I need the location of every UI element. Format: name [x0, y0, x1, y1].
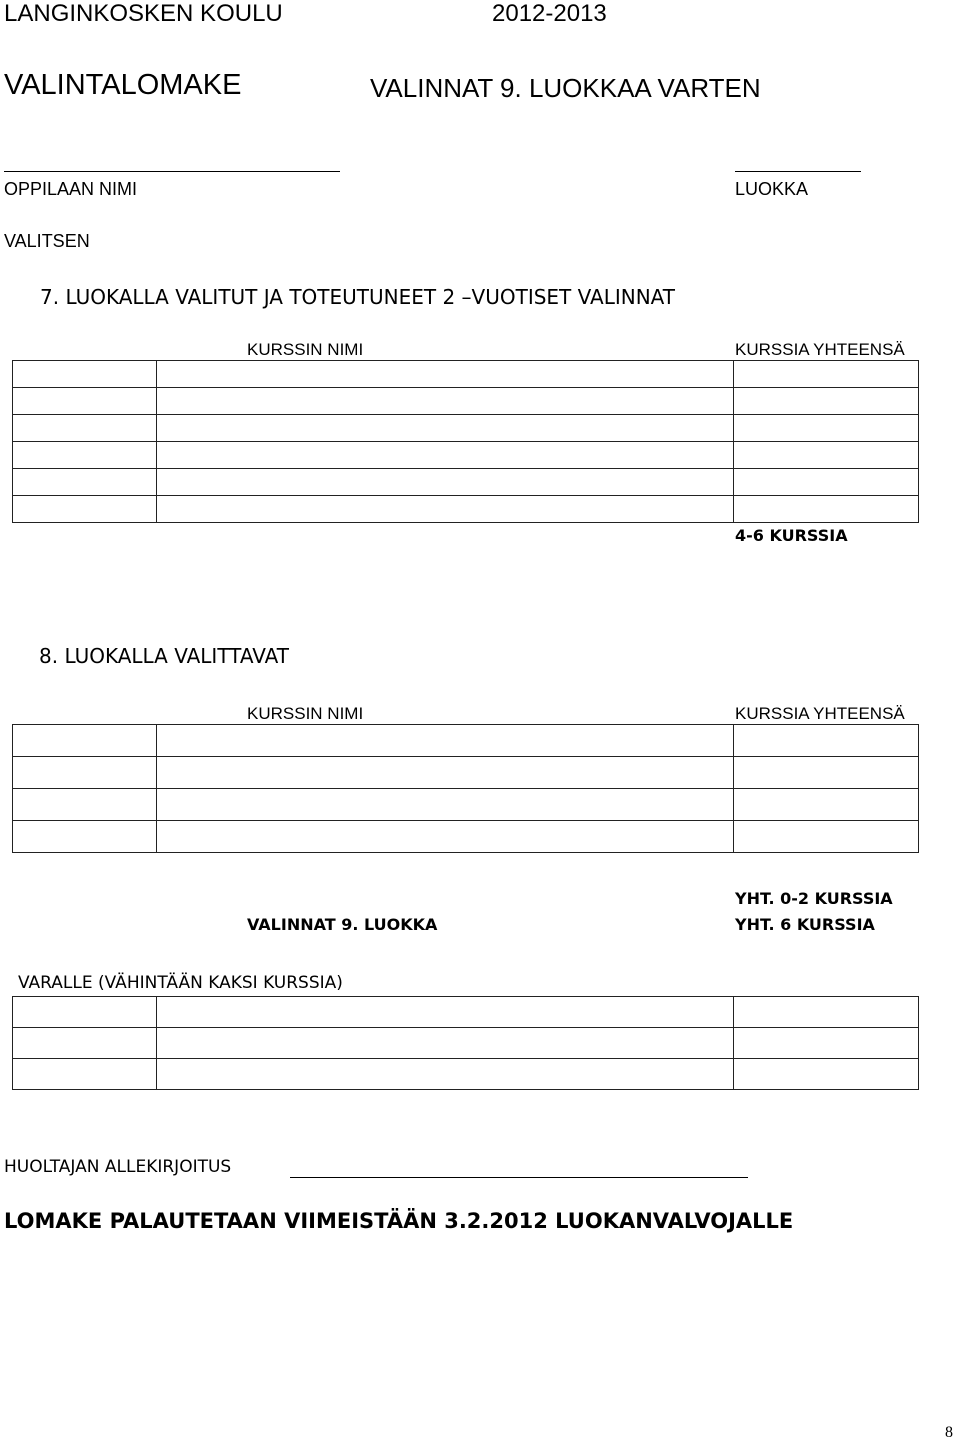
guardian-signature-label: HUOLTAJAN ALLEKIRJOITUS — [4, 1157, 232, 1177]
table-row — [13, 1028, 919, 1059]
table-cell[interactable] — [157, 725, 734, 757]
student-name-field[interactable] — [4, 171, 340, 172]
table-cell[interactable] — [733, 821, 918, 853]
grade-9-total-note: YHT. 6 KURSSIA — [735, 915, 875, 934]
table-cell[interactable] — [733, 1059, 918, 1090]
table-cell[interactable] — [157, 442, 734, 469]
section-8-heading: 8. LUOKALLA VALITTAVAT — [39, 644, 289, 668]
table-cell[interactable] — [157, 789, 734, 821]
table-row — [13, 388, 919, 415]
table-row — [13, 469, 919, 496]
student-name-label: OPPILAAN NIMI — [4, 179, 138, 199]
table-cell[interactable] — [157, 361, 734, 388]
table-cell[interactable] — [13, 821, 157, 853]
section-8-total-header: KURSSIA YHTEENSÄ — [735, 704, 905, 723]
choose-label: VALITSEN — [4, 231, 90, 251]
table-row — [13, 997, 919, 1028]
table-row — [13, 442, 919, 469]
table-cell[interactable] — [733, 757, 918, 789]
table-row — [13, 789, 919, 821]
table-cell[interactable] — [13, 496, 157, 523]
table-row — [13, 415, 919, 442]
section-7-table — [12, 360, 919, 523]
table-cell[interactable] — [13, 388, 157, 415]
reserve-label: VARALLE (VÄHINTÄÄN KAKSI KURSSIA) — [18, 973, 343, 993]
section-7-total-header: KURSSIA YHTEENSÄ — [735, 340, 905, 359]
table-cell[interactable] — [733, 415, 918, 442]
class-field[interactable] — [735, 171, 861, 172]
guardian-signature-field[interactable] — [290, 1177, 748, 1178]
table-cell[interactable] — [733, 388, 918, 415]
table-row — [13, 757, 919, 789]
form-title: VALINTALOMAKE — [4, 69, 242, 101]
table-cell[interactable] — [157, 821, 734, 853]
page-number: 8 — [945, 1424, 953, 1441]
table-cell[interactable] — [13, 1059, 157, 1090]
table-cell[interactable] — [733, 469, 918, 496]
table-cell[interactable] — [733, 789, 918, 821]
table-cell[interactable] — [13, 415, 157, 442]
table-row — [13, 1059, 919, 1090]
table-cell[interactable] — [157, 496, 734, 523]
section-7-course-name-header: KURSSIN NIMI — [247, 340, 364, 359]
school-year: 2012-2013 — [492, 0, 607, 27]
table-cell[interactable] — [733, 725, 918, 757]
section-7-course-count-note: 4-6 KURSSIA — [735, 526, 848, 545]
table-cell[interactable] — [13, 1028, 157, 1059]
table-cell[interactable] — [157, 1059, 734, 1090]
reserve-table — [12, 996, 919, 1090]
section-8-course-count-note: YHT. 0-2 KURSSIA — [735, 889, 893, 908]
section-7-heading: 7. LUOKALLA VALITUT JA TOTEUTUNEET 2 –VUOTISET VALINNAT — [40, 285, 676, 309]
table-cell[interactable] — [733, 442, 918, 469]
return-deadline: LOMAKE PALAUTETAAN VIIMEISTÄÄN 3.2.2012 LUOKANVALVOJALLE — [4, 1209, 794, 1233]
section-8-table — [12, 724, 919, 853]
form-subtitle: VALINNAT 9. LUOKKAA VARTEN — [370, 73, 761, 103]
table-cell[interactable] — [13, 361, 157, 388]
table-cell[interactable] — [157, 1028, 734, 1059]
table-cell[interactable] — [157, 757, 734, 789]
table-cell[interactable] — [733, 361, 918, 388]
table-cell[interactable] — [157, 415, 734, 442]
table-cell[interactable] — [733, 496, 918, 523]
table-cell[interactable] — [733, 997, 918, 1028]
table-cell[interactable] — [13, 997, 157, 1028]
table-cell[interactable] — [157, 388, 734, 415]
table-row — [13, 725, 919, 757]
table-cell[interactable] — [157, 469, 734, 496]
class-label: LUOKKA — [735, 179, 809, 199]
table-row — [13, 821, 919, 853]
table-cell[interactable] — [13, 442, 157, 469]
table-row — [13, 496, 919, 523]
table-cell[interactable] — [13, 725, 157, 757]
table-cell[interactable] — [733, 1028, 918, 1059]
table-row — [13, 361, 919, 388]
table-cell[interactable] — [13, 789, 157, 821]
table-cell[interactable] — [157, 997, 734, 1028]
table-cell[interactable] — [13, 757, 157, 789]
section-8-course-name-header: KURSSIN NIMI — [247, 704, 364, 723]
school-name: LANGINKOSKEN KOULU — [4, 0, 283, 27]
grade-9-choices-label: VALINNAT 9. LUOKKA — [247, 915, 438, 934]
table-cell[interactable] — [13, 469, 157, 496]
